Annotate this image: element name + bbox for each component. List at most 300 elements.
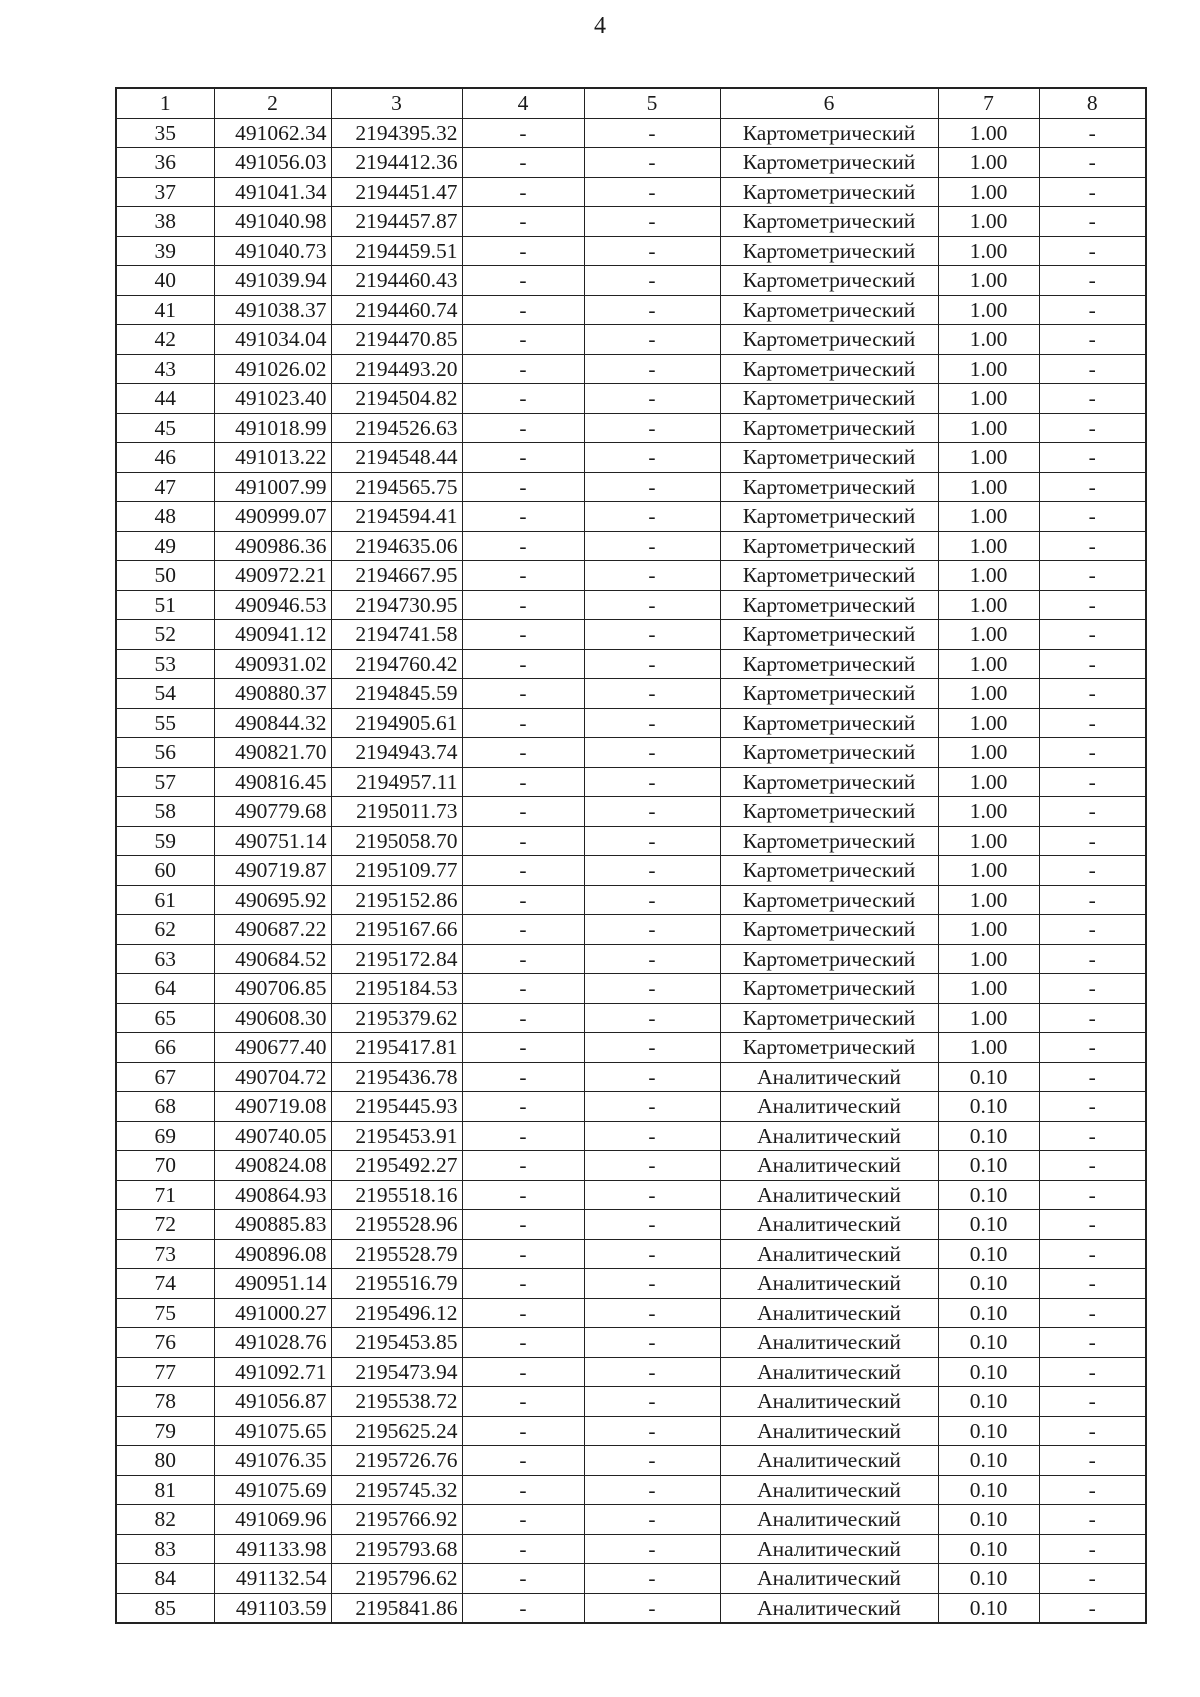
column-header: 1 [116, 88, 214, 118]
method-cell: Картометрический [720, 266, 938, 296]
column-4-cell: - [462, 738, 584, 768]
point-number-cell: 44 [116, 384, 214, 414]
accuracy-cell: 1.00 [938, 266, 1039, 296]
column-8-cell: - [1039, 354, 1146, 384]
accuracy-cell: 1.00 [938, 915, 1039, 945]
column-8-cell: - [1039, 1505, 1146, 1535]
column-4-cell: - [462, 649, 584, 679]
column-header: 2 [214, 88, 331, 118]
point-number-cell: 76 [116, 1328, 214, 1358]
x-coordinate-cell: 491132.54 [214, 1564, 331, 1594]
y-coordinate-cell: 2195528.96 [331, 1210, 462, 1240]
column-8-cell: - [1039, 1564, 1146, 1594]
point-number-cell: 47 [116, 472, 214, 502]
header-row [116, 88, 1146, 118]
accuracy-cell: 0.10 [938, 1357, 1039, 1387]
table-row [116, 856, 1146, 886]
accuracy-cell: 0.10 [938, 1593, 1039, 1623]
y-coordinate-cell: 2195011.73 [331, 797, 462, 827]
point-number-cell: 53 [116, 649, 214, 679]
x-coordinate-cell: 490951.14 [214, 1269, 331, 1299]
method-cell: Картометрический [720, 561, 938, 591]
x-coordinate-cell: 490719.87 [214, 856, 331, 886]
column-8-cell: - [1039, 708, 1146, 738]
column-5-cell: - [584, 1564, 720, 1594]
table-row [116, 354, 1146, 384]
column-5-cell: - [584, 1210, 720, 1240]
table-row [116, 620, 1146, 650]
column-8-cell: - [1039, 1239, 1146, 1269]
point-number-cell: 63 [116, 944, 214, 974]
column-4-cell: - [462, 1121, 584, 1151]
table-row [116, 1357, 1146, 1387]
y-coordinate-cell: 2195436.78 [331, 1062, 462, 1092]
y-coordinate-cell: 2195445.93 [331, 1092, 462, 1122]
table-row [116, 885, 1146, 915]
accuracy-cell: 0.10 [938, 1121, 1039, 1151]
point-number-cell: 60 [116, 856, 214, 886]
column-8-cell: - [1039, 1475, 1146, 1505]
method-cell: Аналитический [720, 1416, 938, 1446]
table-row [116, 531, 1146, 561]
x-coordinate-cell: 491038.37 [214, 295, 331, 325]
method-cell: Картометрический [720, 885, 938, 915]
y-coordinate-cell: 2195167.66 [331, 915, 462, 945]
accuracy-cell: 1.00 [938, 974, 1039, 1004]
column-header: 8 [1039, 88, 1146, 118]
accuracy-cell: 1.00 [938, 118, 1039, 148]
point-number-cell: 78 [116, 1387, 214, 1417]
accuracy-cell: 1.00 [938, 826, 1039, 856]
y-coordinate-cell: 2195516.79 [331, 1269, 462, 1299]
column-4-cell: - [462, 531, 584, 561]
x-coordinate-cell: 490779.68 [214, 797, 331, 827]
column-5-cell: - [584, 620, 720, 650]
column-8-cell: - [1039, 679, 1146, 709]
x-coordinate-cell: 491075.69 [214, 1475, 331, 1505]
table-row [116, 1151, 1146, 1181]
method-cell: Аналитический [720, 1505, 938, 1535]
x-coordinate-cell: 491062.34 [214, 118, 331, 148]
x-coordinate-cell: 491075.65 [214, 1416, 331, 1446]
column-8-cell: - [1039, 236, 1146, 266]
column-4-cell: - [462, 1210, 584, 1240]
accuracy-cell: 0.10 [938, 1564, 1039, 1594]
accuracy-cell: 1.00 [938, 148, 1039, 178]
column-8-cell: - [1039, 1210, 1146, 1240]
x-coordinate-cell: 490695.92 [214, 885, 331, 915]
method-cell: Картометрический [720, 148, 938, 178]
accuracy-cell: 1.00 [938, 413, 1039, 443]
table-row [116, 1003, 1146, 1033]
y-coordinate-cell: 2195453.91 [331, 1121, 462, 1151]
point-number-cell: 67 [116, 1062, 214, 1092]
column-4-cell: - [462, 679, 584, 709]
table-row [116, 1239, 1146, 1269]
method-cell: Картометрический [720, 295, 938, 325]
table-row [116, 1210, 1146, 1240]
column-5-cell: - [584, 1505, 720, 1535]
accuracy-cell: 0.10 [938, 1151, 1039, 1181]
column-4-cell: - [462, 118, 584, 148]
column-5-cell: - [584, 885, 720, 915]
column-8-cell: - [1039, 1121, 1146, 1151]
column-5-cell: - [584, 295, 720, 325]
column-5-cell: - [584, 1269, 720, 1299]
method-cell: Аналитический [720, 1092, 938, 1122]
table-row [116, 207, 1146, 237]
column-5-cell: - [584, 649, 720, 679]
point-number-cell: 56 [116, 738, 214, 768]
accuracy-cell: 1.00 [938, 708, 1039, 738]
method-cell: Картометрический [720, 915, 938, 945]
x-coordinate-cell: 491103.59 [214, 1593, 331, 1623]
column-8-cell: - [1039, 1180, 1146, 1210]
y-coordinate-cell: 2195496.12 [331, 1298, 462, 1328]
column-5-cell: - [584, 974, 720, 1004]
column-5-cell: - [584, 207, 720, 237]
accuracy-cell: 1.00 [938, 443, 1039, 473]
y-coordinate-cell: 2194565.75 [331, 472, 462, 502]
y-coordinate-cell: 2194548.44 [331, 443, 462, 473]
point-number-cell: 35 [116, 118, 214, 148]
x-coordinate-cell: 490999.07 [214, 502, 331, 532]
method-cell: Аналитический [720, 1564, 938, 1594]
y-coordinate-cell: 2194460.74 [331, 295, 462, 325]
column-5-cell: - [584, 1593, 720, 1623]
column-8-cell: - [1039, 620, 1146, 650]
column-5-cell: - [584, 384, 720, 414]
point-number-cell: 49 [116, 531, 214, 561]
y-coordinate-cell: 2194451.47 [331, 177, 462, 207]
x-coordinate-cell: 491034.04 [214, 325, 331, 355]
accuracy-cell: 0.10 [938, 1534, 1039, 1564]
column-8-cell: - [1039, 797, 1146, 827]
column-4-cell: - [462, 1416, 584, 1446]
table-row [116, 177, 1146, 207]
column-5-cell: - [584, 1180, 720, 1210]
column-5-cell: - [584, 738, 720, 768]
method-cell: Картометрический [720, 738, 938, 768]
accuracy-cell: 1.00 [938, 236, 1039, 266]
column-8-cell: - [1039, 1534, 1146, 1564]
y-coordinate-cell: 2194395.32 [331, 118, 462, 148]
point-number-cell: 71 [116, 1180, 214, 1210]
column-4-cell: - [462, 207, 584, 237]
y-coordinate-cell: 2195152.86 [331, 885, 462, 915]
y-coordinate-cell: 2194460.43 [331, 266, 462, 296]
table-row [116, 1033, 1146, 1063]
point-number-cell: 68 [116, 1092, 214, 1122]
accuracy-cell: 0.10 [938, 1180, 1039, 1210]
point-number-cell: 65 [116, 1003, 214, 1033]
y-coordinate-cell: 2195473.94 [331, 1357, 462, 1387]
accuracy-cell: 1.00 [938, 1003, 1039, 1033]
accuracy-cell: 0.10 [938, 1505, 1039, 1535]
column-8-cell: - [1039, 1446, 1146, 1476]
x-coordinate-cell: 491069.96 [214, 1505, 331, 1535]
column-5-cell: - [584, 443, 720, 473]
x-coordinate-cell: 490684.52 [214, 944, 331, 974]
point-number-cell: 48 [116, 502, 214, 532]
column-8-cell: - [1039, 325, 1146, 355]
column-4-cell: - [462, 1180, 584, 1210]
y-coordinate-cell: 2194459.51 [331, 236, 462, 266]
column-4-cell: - [462, 1446, 584, 1476]
table-row [116, 797, 1146, 827]
method-cell: Картометрический [720, 974, 938, 1004]
table-row [116, 1564, 1146, 1594]
table-row [116, 1416, 1146, 1446]
column-header: 5 [584, 88, 720, 118]
column-8-cell: - [1039, 1357, 1146, 1387]
column-8-cell: - [1039, 207, 1146, 237]
column-4-cell: - [462, 797, 584, 827]
column-5-cell: - [584, 944, 720, 974]
method-cell: Картометрический [720, 679, 938, 709]
column-5-cell: - [584, 1151, 720, 1181]
accuracy-cell: 0.10 [938, 1092, 1039, 1122]
column-8-cell: - [1039, 915, 1146, 945]
column-4-cell: - [462, 1357, 584, 1387]
column-4-cell: - [462, 1564, 584, 1594]
method-cell: Картометрический [720, 767, 938, 797]
column-8-cell: - [1039, 1298, 1146, 1328]
column-8-cell: - [1039, 148, 1146, 178]
accuracy-cell: 1.00 [938, 384, 1039, 414]
column-4-cell: - [462, 443, 584, 473]
y-coordinate-cell: 2195184.53 [331, 974, 462, 1004]
column-4-cell: - [462, 915, 584, 945]
table-row [116, 266, 1146, 296]
y-coordinate-cell: 2194957.11 [331, 767, 462, 797]
column-header: 7 [938, 88, 1039, 118]
accuracy-cell: 1.00 [938, 1033, 1039, 1063]
column-4-cell: - [462, 148, 584, 178]
accuracy-cell: 1.00 [938, 354, 1039, 384]
x-coordinate-cell: 490885.83 [214, 1210, 331, 1240]
accuracy-cell: 1.00 [938, 767, 1039, 797]
column-header: 4 [462, 88, 584, 118]
point-number-cell: 79 [116, 1416, 214, 1446]
table-row [116, 1180, 1146, 1210]
method-cell: Картометрический [720, 826, 938, 856]
accuracy-cell: 1.00 [938, 856, 1039, 886]
y-coordinate-cell: 2194730.95 [331, 590, 462, 620]
table-row [116, 590, 1146, 620]
column-5-cell: - [584, 590, 720, 620]
y-coordinate-cell: 2195172.84 [331, 944, 462, 974]
point-number-cell: 52 [116, 620, 214, 650]
table-row [116, 915, 1146, 945]
y-coordinate-cell: 2195379.62 [331, 1003, 462, 1033]
accuracy-cell: 0.10 [938, 1210, 1039, 1240]
y-coordinate-cell: 2195417.81 [331, 1033, 462, 1063]
x-coordinate-cell: 491041.34 [214, 177, 331, 207]
point-number-cell: 84 [116, 1564, 214, 1594]
accuracy-cell: 1.00 [938, 679, 1039, 709]
column-5-cell: - [584, 354, 720, 384]
y-coordinate-cell: 2194412.36 [331, 148, 462, 178]
column-4-cell: - [462, 472, 584, 502]
column-4-cell: - [462, 620, 584, 650]
accuracy-cell: 0.10 [938, 1416, 1039, 1446]
method-cell: Картометрический [720, 1003, 938, 1033]
column-4-cell: - [462, 1593, 584, 1623]
method-cell: Картометрический [720, 177, 938, 207]
point-number-cell: 37 [116, 177, 214, 207]
table-row [116, 826, 1146, 856]
column-4-cell: - [462, 944, 584, 974]
column-8-cell: - [1039, 1416, 1146, 1446]
column-5-cell: - [584, 472, 720, 502]
column-4-cell: - [462, 413, 584, 443]
column-4-cell: - [462, 561, 584, 591]
method-cell: Картометрический [720, 236, 938, 266]
column-8-cell: - [1039, 1328, 1146, 1358]
column-8-cell: - [1039, 502, 1146, 532]
point-number-cell: 75 [116, 1298, 214, 1328]
x-coordinate-cell: 490704.72 [214, 1062, 331, 1092]
column-4-cell: - [462, 590, 584, 620]
y-coordinate-cell: 2194943.74 [331, 738, 462, 768]
x-coordinate-cell: 491133.98 [214, 1534, 331, 1564]
point-number-cell: 83 [116, 1534, 214, 1564]
column-4-cell: - [462, 1033, 584, 1063]
x-coordinate-cell: 491056.03 [214, 148, 331, 178]
y-coordinate-cell: 2194594.41 [331, 502, 462, 532]
table-row [116, 649, 1146, 679]
accuracy-cell: 1.00 [938, 738, 1039, 768]
y-coordinate-cell: 2194457.87 [331, 207, 462, 237]
point-number-cell: 51 [116, 590, 214, 620]
accuracy-cell: 0.10 [938, 1298, 1039, 1328]
point-number-cell: 64 [116, 974, 214, 1004]
column-5-cell: - [584, 502, 720, 532]
column-5-cell: - [584, 915, 720, 945]
table-row [116, 413, 1146, 443]
x-coordinate-cell: 490706.85 [214, 974, 331, 1004]
column-8-cell: - [1039, 649, 1146, 679]
point-number-cell: 46 [116, 443, 214, 473]
table-row [116, 708, 1146, 738]
x-coordinate-cell: 490719.08 [214, 1092, 331, 1122]
point-number-cell: 66 [116, 1033, 214, 1063]
method-cell: Аналитический [720, 1593, 938, 1623]
point-number-cell: 41 [116, 295, 214, 325]
column-4-cell: - [462, 826, 584, 856]
y-coordinate-cell: 2195745.32 [331, 1475, 462, 1505]
column-4-cell: - [462, 1298, 584, 1328]
column-5-cell: - [584, 236, 720, 266]
method-cell: Картометрический [720, 944, 938, 974]
y-coordinate-cell: 2195796.62 [331, 1564, 462, 1594]
y-coordinate-cell: 2194470.85 [331, 325, 462, 355]
table-row [116, 738, 1146, 768]
point-number-cell: 57 [116, 767, 214, 797]
y-coordinate-cell: 2195538.72 [331, 1387, 462, 1417]
point-number-cell: 50 [116, 561, 214, 591]
method-cell: Картометрический [720, 708, 938, 738]
x-coordinate-cell: 490972.21 [214, 561, 331, 591]
column-8-cell: - [1039, 443, 1146, 473]
table-header [116, 88, 1146, 118]
method-cell: Аналитический [720, 1328, 938, 1358]
method-cell: Аналитический [720, 1180, 938, 1210]
method-cell: Картометрический [720, 472, 938, 502]
x-coordinate-cell: 490946.53 [214, 590, 331, 620]
method-cell: Аналитический [720, 1151, 938, 1181]
accuracy-cell: 1.00 [938, 885, 1039, 915]
table-row [116, 974, 1146, 1004]
column-4-cell: - [462, 177, 584, 207]
table-row [116, 1298, 1146, 1328]
point-number-cell: 74 [116, 1269, 214, 1299]
accuracy-cell: 0.10 [938, 1062, 1039, 1092]
table-row [116, 1534, 1146, 1564]
point-number-cell: 73 [116, 1239, 214, 1269]
column-5-cell: - [584, 325, 720, 355]
method-cell: Аналитический [720, 1062, 938, 1092]
x-coordinate-cell: 490931.02 [214, 649, 331, 679]
column-4-cell: - [462, 974, 584, 1004]
column-8-cell: - [1039, 738, 1146, 768]
column-8-cell: - [1039, 1062, 1146, 1092]
method-cell: Аналитический [720, 1121, 938, 1151]
column-8-cell: - [1039, 413, 1146, 443]
column-5-cell: - [584, 148, 720, 178]
column-header: 3 [331, 88, 462, 118]
method-cell: Аналитический [720, 1298, 938, 1328]
table-row [116, 443, 1146, 473]
point-number-cell: 39 [116, 236, 214, 266]
accuracy-cell: 1.00 [938, 620, 1039, 650]
accuracy-cell: 1.00 [938, 325, 1039, 355]
column-5-cell: - [584, 1328, 720, 1358]
column-8-cell: - [1039, 1092, 1146, 1122]
column-4-cell: - [462, 1003, 584, 1033]
column-5-cell: - [584, 1416, 720, 1446]
accuracy-cell: 1.00 [938, 531, 1039, 561]
method-cell: Аналитический [720, 1534, 938, 1564]
column-5-cell: - [584, 1003, 720, 1033]
accuracy-cell: 0.10 [938, 1269, 1039, 1299]
column-4-cell: - [462, 236, 584, 266]
column-8-cell: - [1039, 295, 1146, 325]
x-coordinate-cell: 491039.94 [214, 266, 331, 296]
y-coordinate-cell: 2195492.27 [331, 1151, 462, 1181]
method-cell: Картометрический [720, 384, 938, 414]
table-row [116, 148, 1146, 178]
column-8-cell: - [1039, 266, 1146, 296]
point-number-cell: 85 [116, 1593, 214, 1623]
x-coordinate-cell: 490740.05 [214, 1121, 331, 1151]
y-coordinate-cell: 2195625.24 [331, 1416, 462, 1446]
point-number-cell: 58 [116, 797, 214, 827]
column-header: 6 [720, 88, 938, 118]
table-row [116, 1387, 1146, 1417]
accuracy-cell: 1.00 [938, 944, 1039, 974]
point-number-cell: 77 [116, 1357, 214, 1387]
table-row [116, 767, 1146, 797]
column-4-cell: - [462, 325, 584, 355]
column-8-cell: - [1039, 118, 1146, 148]
column-4-cell: - [462, 1387, 584, 1417]
accuracy-cell: 1.00 [938, 561, 1039, 591]
method-cell: Картометрический [720, 443, 938, 473]
x-coordinate-cell: 491028.76 [214, 1328, 331, 1358]
table-row [116, 1328, 1146, 1358]
